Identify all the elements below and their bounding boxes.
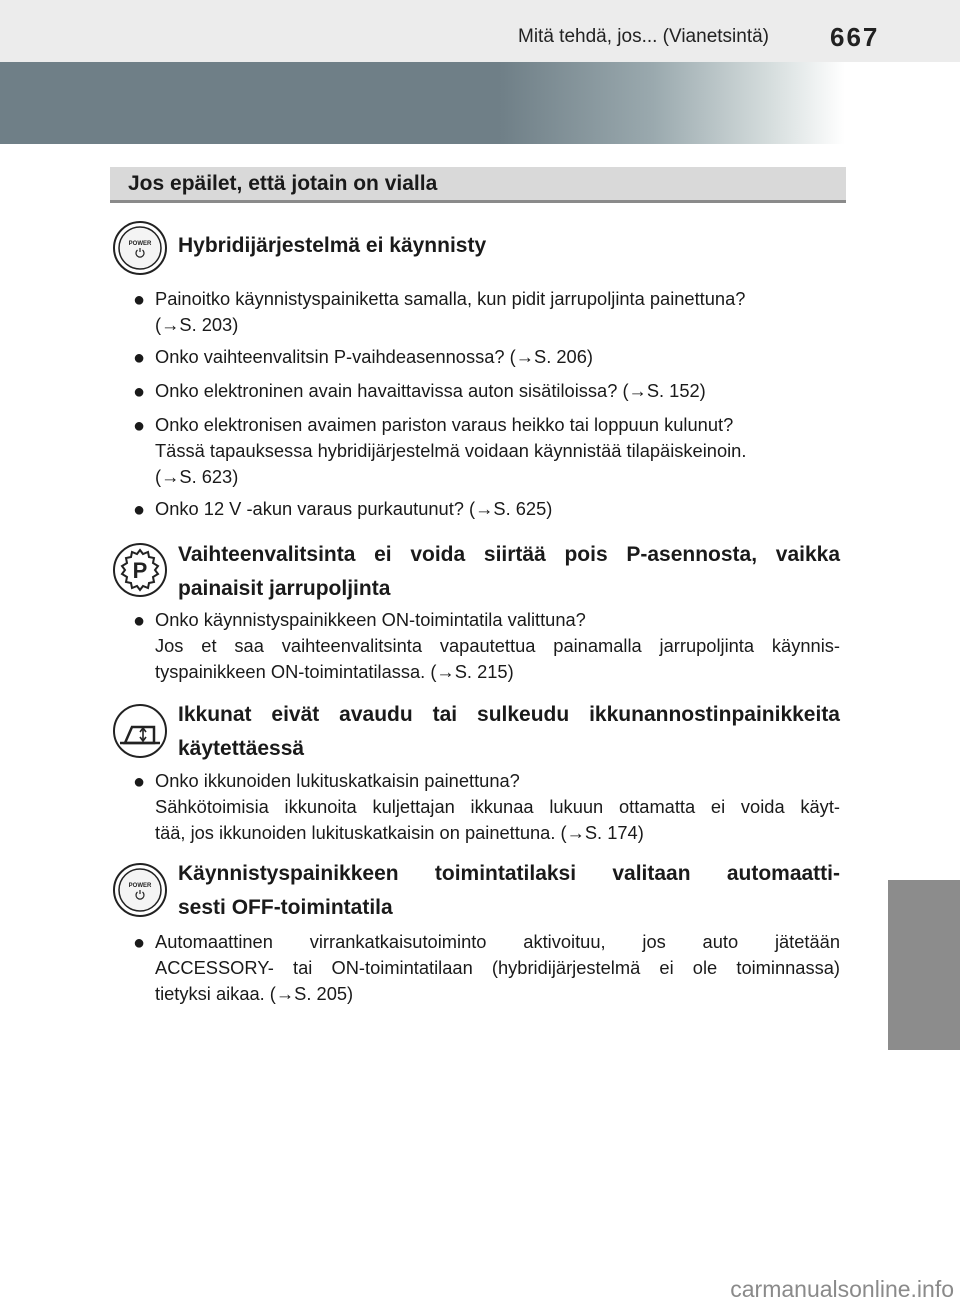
power-label: POWER [128,883,152,889]
power-button-icon [112,220,168,276]
section-title: Jos epäilet, että jotain on vialla [128,172,438,195]
chapter-side-tab [888,880,960,1050]
bullet-icon: ● [133,289,146,311]
page-number: 667 [830,22,880,52]
heading-hybrid-not-starting: Hybridijärjestelmä ei käynnisty [178,234,487,257]
shift-lever-p-icon [112,542,168,598]
chapter-banner [0,62,960,144]
page-header [0,0,960,62]
list-item: Onko käynnistyspainikkeen ON-toimintatila valittuna? Jos et saa vaihteenvalitsinta vapautettua painamalla jarrupoljinta käynnis- tyspainikkeen ON-toimintatilassa. (→S. 215) [155,609,840,682]
bullet-icon: ● [133,381,146,403]
bullet-icon: ● [133,415,146,437]
running-title: Mitä tehdä, jos... (Vianetsintä) [518,26,769,47]
list-item: Onko ikkunoiden lukituskatkaisin painettuna? Sähkötoimisia ikkunoita kuljettajan ikkunaa lukuun ottamatta ei voida käyt- tää, jos ikkunoiden lukituskatkaisin on painettuna. (→S. 174) [155,770,840,843]
power-button-icon [112,862,168,918]
list-item: Onko elektroninen avain havaittavissa auton sisätiloissa? (→S. 152) [155,380,706,401]
bullet-icon: ● [133,347,146,369]
list-item: Painoitko käynnistyspainiketta samalla, kun pidit jarrupoljinta painettuna? (→S. 203) [155,288,746,335]
power-window-icon [112,703,168,759]
heading-auto-power-off: Käynnistyspainikkeen toimintatilaksi valitaan automaatti- sesti OFF-toimintatila [178,862,840,919]
list-item: Onko vaihteenvalitsin P-vaihdeasennossa? (→S. 206) [155,346,593,367]
watermark: carmanualsonline.info [730,1276,954,1302]
heading-shift-lever-stuck: Vaihteenvalitsinta ei voida siirtää pois P-asennosta, vaikka painaisit jarrupoljinta [178,543,840,600]
heading-windows-not-working: Ikkunat eivät avaudu tai sulkeudu ikkunannostinpainikkeita käytettäessä [178,703,840,760]
power-label: POWER [128,241,152,247]
bullet-icon: ● [133,932,146,954]
bullet-icon: ● [133,499,146,521]
list-item: Onko elektronisen avaimen pariston varaus heikko tai loppuun kulunut? Tässä tapauksessa hybridijärjestelmä voidaan käynnistää tilapäiskeinoin. (→S. 623) [155,414,747,487]
bullet-icon: ● [133,771,146,793]
list-item: Automaattinen virrankatkaisutoiminto aktivoituu, jos auto jätetään ACCESSORY- tai ON-toimintatilaan (hybridijärjestelmä ei ole toiminnassa) tietyksi aikaa. (→S. 205) [155,931,840,1004]
shift-p-label: P [132,558,148,583]
section-header [110,167,846,203]
bullet-icon: ● [133,610,146,632]
list-item: Onko 12 V -akun varaus purkautunut? (→S. 625) [155,498,553,519]
